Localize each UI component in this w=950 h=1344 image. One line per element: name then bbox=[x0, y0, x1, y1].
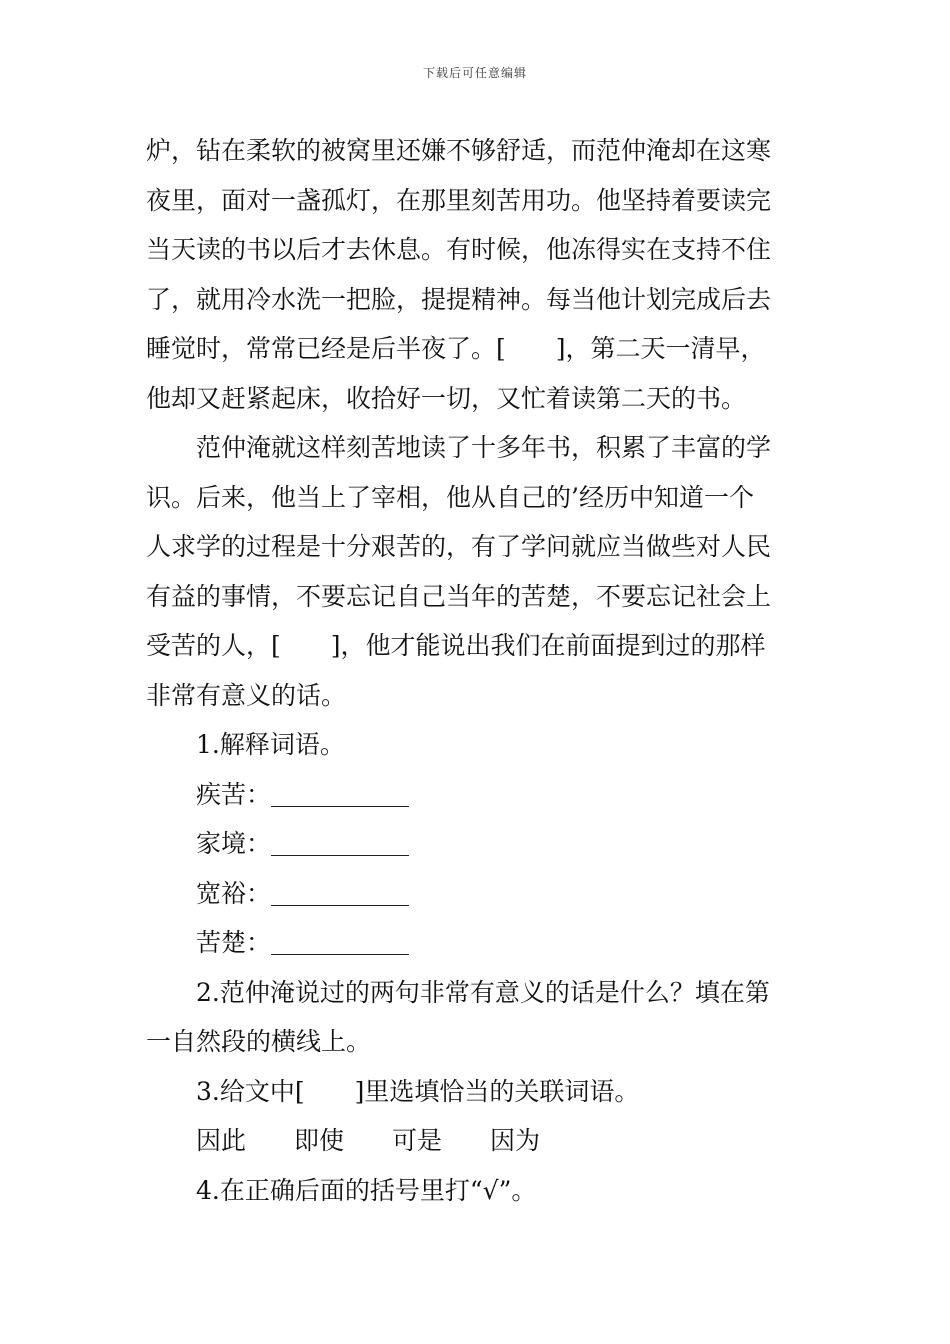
answer-blank[interactable] bbox=[271, 831, 409, 856]
question-4-title: 4.在正确后面的括号里打“√”。 bbox=[196, 1175, 537, 1205]
option-word: 可是 bbox=[392, 1126, 443, 1155]
answer-blank[interactable] bbox=[271, 930, 409, 955]
term-row bbox=[146, 918, 808, 968]
option-word: 即使 bbox=[294, 1126, 345, 1155]
document-body bbox=[146, 126, 808, 1215]
term-row bbox=[146, 770, 808, 820]
question-3-options bbox=[146, 1116, 808, 1166]
answer-blank[interactable] bbox=[271, 782, 409, 807]
option-word: 因此 bbox=[196, 1126, 247, 1155]
text-line: 睡觉时，常常已经是后半夜了。[ ]，第二天一清早， bbox=[146, 334, 766, 363]
question-3-title: 3.给文中[ ]里选填恰当的关联词语。 bbox=[196, 1076, 640, 1106]
text-line: 有益的事情，不要忘记自己当年的苦楚，不要忘记社会上 bbox=[146, 581, 772, 611]
term-label: 宽裕： bbox=[196, 878, 272, 908]
question-2-line-1: 2.范仲淹说过的两句非常有意义的话是什么？填在第 bbox=[196, 977, 770, 1007]
term-label: 家境： bbox=[196, 829, 272, 858]
answer-blank[interactable] bbox=[271, 881, 409, 906]
text-line: 非常有意义的话。 bbox=[146, 680, 347, 710]
term-row bbox=[146, 819, 808, 869]
text-line: 他却又赶紧起床，收拾好一切，又忙着读第二天的书。 bbox=[146, 383, 747, 413]
option-word: 因为 bbox=[490, 1126, 541, 1155]
question-2-line-2: 一自然段的横线上。 bbox=[146, 1027, 372, 1056]
question-1-title: 1.解释词语。 bbox=[196, 730, 345, 759]
text-line: 人求学的过程是十分艰苦的，有了学问就应当做些对人民 bbox=[146, 532, 772, 561]
text-line: 识。后来，他当上了宰相，他从自己的’经历中知道一个 bbox=[146, 482, 754, 512]
text-line: 炉，钻在柔软的被窝里还嫌不够舒适，而范仲淹却在这寒 bbox=[146, 136, 772, 165]
text-line: 当天读的书以后才去休息。有时候，他冻得实在支持不住 bbox=[146, 235, 772, 264]
text-line: 夜里，面对一盏孤灯，在那里刻苦用功。他坚持着要读完 bbox=[146, 185, 772, 215]
text-line: 了，就用冷水洗一把脸，提提精神。每当他计划完成后去 bbox=[146, 284, 772, 314]
term-row bbox=[146, 869, 808, 919]
term-label: 苦楚： bbox=[196, 928, 272, 957]
text-line: 受苦的人，[ ]，他才能说出我们在前面提到过的那样 bbox=[146, 631, 766, 660]
page-header: 下载后可任意编辑 bbox=[422, 66, 527, 80]
text-line: 范仲淹就这样刻苦地读了十多年书，积累了丰富的学 bbox=[196, 433, 772, 462]
term-label: 疾苦： bbox=[196, 779, 272, 809]
